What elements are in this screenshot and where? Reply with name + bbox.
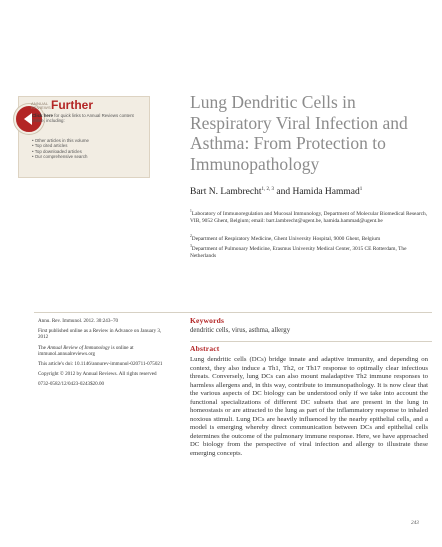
citation: Annu. Rev. Immunol. 2012. 30:243–70 bbox=[38, 318, 119, 324]
online-note-post[interactable]: is online at immunol.annualreviews.org bbox=[38, 344, 134, 357]
abstract-heading: Abstract bbox=[190, 344, 220, 353]
further-intro-text: for quick links to Annual Reviews content online, including: bbox=[32, 113, 134, 124]
keywords-heading: Keywords bbox=[190, 316, 225, 325]
further-links-list bbox=[32, 138, 144, 160]
annual-reviews-logo-text: ANNUAL REVIEWS bbox=[31, 101, 51, 111]
affiliation-3-text: Department of Pulmonary Medicine, Erasmus University Medical Center, 3015 CE Rotterdam, The Netherlands bbox=[190, 245, 407, 259]
affiliation-1-sup: 1 bbox=[190, 209, 192, 213]
section-divider bbox=[34, 312, 432, 313]
journal-name: Annual Review of Immunology bbox=[47, 344, 110, 351]
further-link-top-downloaded[interactable]: • Top downloaded articles bbox=[32, 149, 144, 154]
author-2-affil: 1 bbox=[359, 187, 363, 192]
further-link-other-articles[interactable]: • Other articles in this volume bbox=[32, 138, 144, 143]
affiliation-2-sup: 2 bbox=[190, 234, 192, 238]
first-published: First published online as a Review in Advance on January 3, 2012 bbox=[38, 328, 162, 341]
affiliation-2 bbox=[190, 233, 430, 243]
authors bbox=[190, 187, 362, 197]
further-link-search[interactable]: • Our comprehensive search bbox=[32, 154, 144, 159]
online-note-pre: The bbox=[38, 344, 48, 351]
affiliation-1-text: Laboratory of Immunoregulation and Mucosal Immunology, Department of Molecular Biomedical Research, VIB, 9052 Ghent, Belgium; email: bart.lambrecht@ugent.be, hamida.hammad@ugent.be bbox=[190, 210, 428, 224]
further-link-top-cited[interactable]: • Top cited articles bbox=[32, 143, 144, 148]
keywords-text: dendritic cells, virus, asthma, allergy bbox=[190, 327, 291, 334]
affiliation-3-sup: 3 bbox=[190, 244, 192, 248]
further-title[interactable]: Further bbox=[51, 98, 93, 112]
affiliation-1 bbox=[190, 208, 430, 225]
affiliation-2-text: Department of Respiratory Medicine, Ghent University Hospital, 9000 Ghent, Belgium bbox=[191, 235, 381, 242]
abstract-text: Lung dendritic cells (DCs) bridge innate and adaptive immunity, and depending on context, they also induce a Th1, Th2, or Th17 response to optimally clear infectious threats. Conversely, lung DCs can also mount maladaptive Th2 immune responses to harmless allergens and, in this way, contribute to immunopathology. It is now clear that the various aspects of DC biology can be understood only if we take into account the functional specializations of different DC subsets that are present in the lung in homeostasis or are attracted to the lung as part of the inflammatory response to inhaled noxious stimuli. Lung DCs are heavily influenced by the nearby epithelial cells, and a model is emerging whereby direct communication between DCs and epithelial cells determines the outcome of the pulmonary immune response. Here, we have approached DC biology from the perspective of viral infection and allergy to illustrate these emerging concepts. bbox=[190, 356, 428, 458]
affiliation-3 bbox=[190, 243, 430, 260]
author-2: and Hamida Hammad bbox=[274, 187, 360, 198]
issn: 0732-0582/12/0423-0243$20.00 bbox=[38, 381, 105, 388]
further-intro bbox=[32, 113, 144, 124]
article-title: Lung Dendritic Cells in Respiratory Viral Infection and Asthma: From Protection to Immunopathology bbox=[190, 92, 408, 174]
page-number: 243 bbox=[411, 520, 419, 526]
abstract-divider bbox=[190, 341, 432, 342]
doi[interactable]: This article's doi: 10.1146/annurev-immunol-020711-075021 bbox=[38, 361, 163, 368]
copyright: Copyright © 2012 by Annual Reviews. All rights reserved bbox=[38, 371, 157, 378]
online-note bbox=[38, 345, 163, 357]
author-1: Bart N. Lambrecht bbox=[190, 187, 262, 198]
further-click-here-link[interactable]: Click here bbox=[32, 113, 53, 118]
author-1-affil: 1, 2, 3 bbox=[261, 187, 274, 192]
sidebar-meta bbox=[38, 318, 163, 392]
